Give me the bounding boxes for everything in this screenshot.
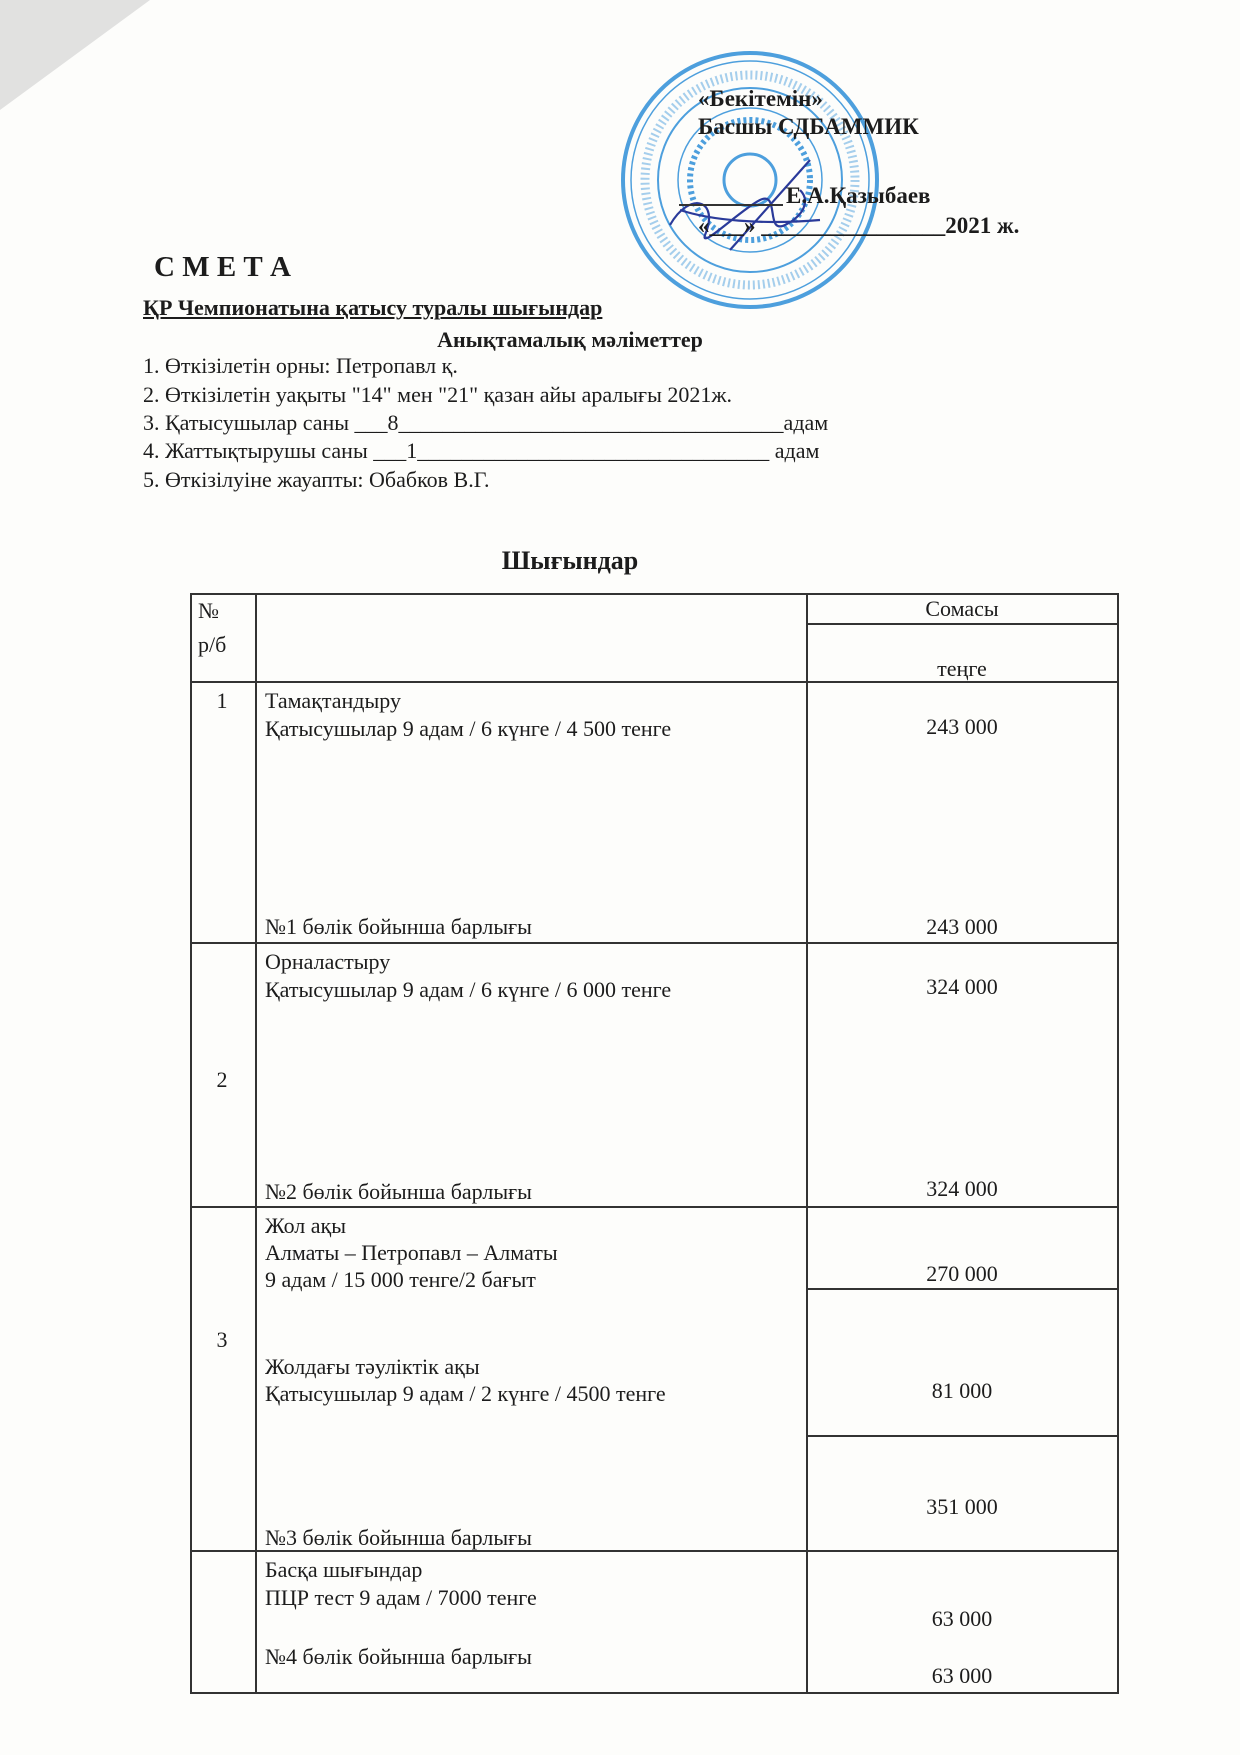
approver-position: Басшы СДБАММИК [698, 114, 919, 139]
expenses-heading: Шығындар [501, 546, 639, 575]
row-total-label: №4 бөлік бойынша барлығы [265, 1644, 532, 1669]
row-subtitle: Жолдағы тәуліктік ақы [265, 1354, 480, 1379]
info-heading: Анықтамалық мәліметтер [437, 327, 703, 352]
row-total-label: №1 бөлік бойынша барлығы [265, 914, 532, 939]
header-currency: теңге [937, 656, 987, 681]
row-amount: 324 000 [926, 974, 998, 999]
info-item: 1. Өткізілетін орны: Петропавл қ. [143, 353, 458, 378]
row-number: 2 [216, 1067, 228, 1092]
row-number: 3 [216, 1327, 228, 1352]
row-title: Жол ақы [265, 1213, 347, 1238]
info-item: 4. Жаттықтырушы саны ___1________________________________ адам [143, 438, 820, 463]
row-title: Тамақтандыру [265, 688, 401, 713]
row-detail: ПЦР тест 9 адам / 7000 тенге [265, 1585, 537, 1610]
row-amount: 63 000 [931, 1606, 993, 1631]
header-amount: Сомасы [925, 596, 999, 621]
row-title: Басқа шығындар [265, 1557, 423, 1582]
row-total: 324 000 [926, 1176, 998, 1201]
row-total-label: №2 бөлік бойынша барлығы [265, 1179, 532, 1204]
row-total: 63 000 [931, 1663, 993, 1688]
row-detail: Қатысушылар 9 адам / 6 күнге / 6 000 тенге [265, 977, 672, 1002]
row-total: 243 000 [926, 914, 998, 939]
row-detail: Алматы – Петропавл – Алматы [265, 1240, 558, 1265]
row-number: 1 [216, 688, 228, 713]
row-detail: Қатысушылар 9 адам / 2 күнге / 4500 тенге [265, 1381, 666, 1406]
info-item: 2. Өткізілетін уақыты "14" мен "21" қазан айы аралығы 2021ж. [143, 382, 733, 407]
header-number: № [198, 598, 219, 623]
document-title: С М Е Т А [154, 251, 291, 283]
info-item: 5. Өткізілуіне жауапты: Обабков В.Г. [143, 467, 490, 492]
approval-date: «___» ________________2021 ж. [698, 213, 1020, 238]
approver-name: Е.А.Қазыбаев [786, 183, 931, 208]
scan-fold-shadow [0, 0, 150, 110]
header-number-2: р/б [198, 632, 227, 657]
row-total-label: №3 бөлік бойынша барлығы [265, 1525, 532, 1550]
document-subtitle: ҚР Чемпионатына қатысу туралы шығындар [143, 295, 603, 320]
row-amount: 270 000 [926, 1261, 998, 1286]
row-total: 351 000 [926, 1494, 998, 1519]
row-title: Орналастыру [265, 949, 391, 974]
row-amount: 243 000 [926, 714, 998, 739]
info-item: 3. Қатысушылар саны ___8___________________________________адам [143, 410, 829, 435]
row-amount: 81 000 [931, 1378, 993, 1403]
row-detail: Қатысушылар 9 адам / 6 күнге / 4 500 тенге [265, 716, 672, 741]
approval-label: «Бекітемін» [698, 86, 823, 111]
signature-line [679, 204, 783, 206]
row-detail: 9 адам / 15 000 тенге/2 бағыт [265, 1267, 536, 1292]
